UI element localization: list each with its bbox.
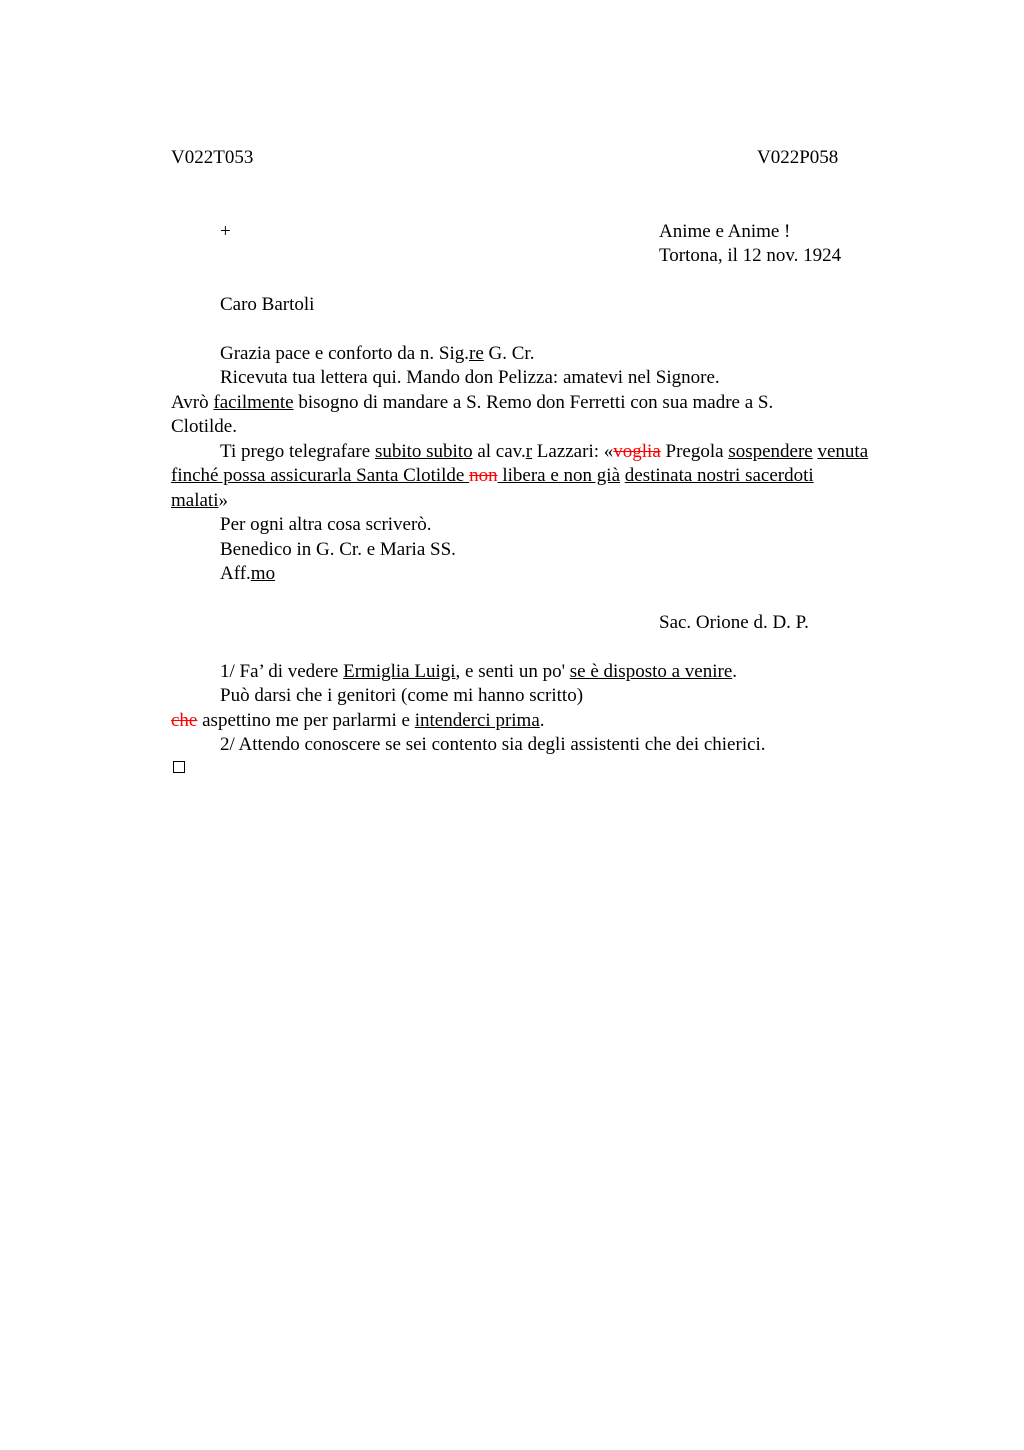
text-span: G. Cr. [483,343,535,364]
deleted-word: che [171,710,198,731]
text-span: » [218,490,228,511]
signature: Sac. Orione d. D. P. [659,612,809,633]
underlined-abbrev: mo [250,563,276,584]
text-span: bisogno di mandare a S. Remo don Ferretti con sua madre a S. [293,392,774,413]
place-date: Tortona, il 12 nov. 1924 [659,245,842,266]
body-line-4: Clotilde. [171,416,237,437]
postscript-line-1 [220,660,737,684]
postscript-line-4: 2/ Attendo conoscere se sei contento sia degli assistenti che dei chierici. [220,734,766,755]
text-span: . [539,710,545,731]
body-line-7 [171,489,228,513]
underlined-word: malati [171,490,219,511]
postscript-line-2: Può darsi che i genitori (come mi hanno scritto) [220,685,584,706]
text-span: 1/ Fa’ di vedere [220,661,344,682]
closing [220,562,275,586]
underlined-abbrev: re [469,343,484,364]
cross-mark: + [220,221,231,242]
body-line-2: Ricevuta tua lettera qui. Mando don Pelizza: amatevi nel Signore. [220,367,720,388]
text-span: Grazia pace e conforto da n. Sig. [220,343,470,364]
underlined-word: sospendere [728,441,813,462]
postscript-line-3 [171,709,545,733]
underlined-word: venuta [817,441,869,462]
text-span: Aff. [220,563,251,584]
header-right-code: V022P058 [757,147,839,168]
deleted-word: non [469,465,498,486]
text-span: al cav. [472,441,526,462]
deleted-word: voglia [613,441,661,462]
underlined-text: intenderci prima [414,710,540,731]
underlined-word: subito subito [374,441,473,462]
underlined-text: libera e non già [497,465,621,486]
text-span: Lazzari: « [532,441,614,462]
text-span: Pregola [660,441,729,462]
body-line-3 [171,391,773,415]
underlined-word: facilmente [213,392,294,413]
text-span: . [732,661,738,682]
underlined-text: se è disposto a venire [569,661,733,682]
underlined-text: destinata nostri sacerdoti [624,465,814,486]
body-line-6 [171,464,814,488]
text-span: Ti prego telegrafare [220,441,375,462]
text-span: , e senti un po' [455,661,570,682]
end-mark-square [173,761,185,773]
underlined-abbrev: r [525,441,533,462]
underlined-text: finché possa assicurarla Santa Clotilde [171,465,470,486]
text-span: aspettino me per parlarmi e [197,710,415,731]
salutation: Caro Bartoli [220,294,315,315]
text-span: Avrò [171,392,214,413]
underlined-name: Ermiglia Luigi [343,661,456,682]
body-line-8: Per ogni altra cosa scriverò. [220,514,432,535]
motto: Anime e Anime ! [659,221,791,242]
body-line-1 [220,342,534,366]
body-line-9: Benedico in G. Cr. e Maria SS. [220,539,456,560]
header-left-code: V022T053 [171,147,254,168]
body-line-5 [220,440,868,464]
